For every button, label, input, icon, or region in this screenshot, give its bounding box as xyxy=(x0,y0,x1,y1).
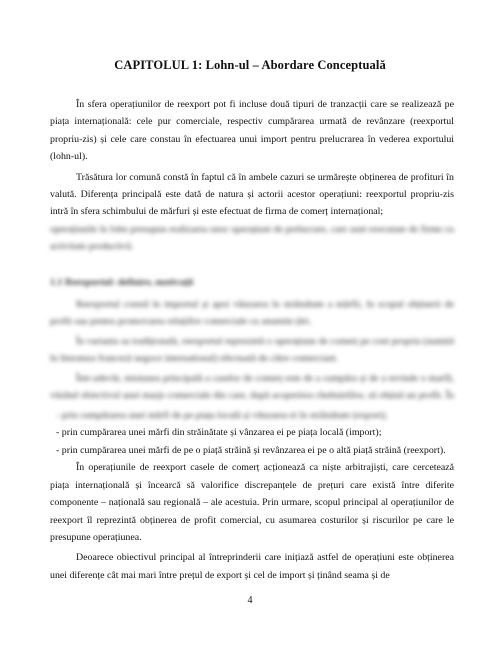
blurred-paragraph-tail: operațiunile în lohn presupun realizarea unor operațiuni de prelucrare, care sunt executate de firme cu activitate productivă. xyxy=(50,223,454,253)
paragraph-intro: În sfera operațiunilor de reexport pot fi incluse două tipuri de tranzacții care se realizează pe piața internațională: cele pur comerciale, respectiv cumpărarea urmată de revânzare (reexportul propriu-zis) și cele care constau în efectuarea unui import pentru prelucrarea în vederea exportului (lohn-ul). xyxy=(50,99,454,163)
blurred-section-heading: 1.1 Reexportul: definire, motivații xyxy=(50,276,194,288)
paragraph-objective: Deoarece obiectivul principal al întreprinderii care inițiază astfel de operațiuni este obținerea unei diferențe cât mai mari între prețul de export și cel de import și ținând seama și de xyxy=(50,552,454,581)
blurred-paragraph-trade-houses: Într-adevăr, misiunea principală a caselor de comerț este de a cumpăra și de a revinde o marfă, văzând obiectivul unei marje comerciale din care, după acoperirea cheltuielilor, să obțină un profit. În xyxy=(50,373,454,402)
blurred-paragraph-traditional-variant: În varianta sa tradițională, reexportul reprezintă o operațiune de comerț pe cont propriu (numită în literatura franceză negoce international) efectuată de către comerciant. xyxy=(50,336,454,365)
blurred-paragraph-reexport-definition: Reexportul constă în importul și apoi vânzarea în străinătate a mărfii, în scopul obținerii de profit sau pentru promovarea relațiilor comerciale cu anumite țări. xyxy=(50,299,454,328)
paragraph-arbitrage: În operațiunile de reexport casele de comerț acționează ca niște arbitrajiști, care cercetează piața internațională și încearcă să valorifice discrepanțele de prețuri care există între diferite componente – națională sau regională – ale acestuia. Prin urmare, scopul principal al operațiunilor de reexport îl reprezintă obținerea de profit comercial, cu asumarea costurilor și riscurilor pe care le presupune operațiunea. xyxy=(50,462,454,543)
bullet-import: - prin cumpărarea unei mărfi din străinătate și vânzarea ei pe piața locală (import); xyxy=(56,427,382,439)
paragraph-common-trait: Trăsătura lor comună constă în faptul că în ambele cazuri se urmărește obținerea de profituri în valută. Diferența principală este dată de natura și actorii acestor operațiuni: reexportul propriu-zis intră în sfera schimbului de mărfuri și este efectuat de firma de comerț internațional; xyxy=(50,171,454,218)
bullet-reexport: - prin cumpărarea unei mărfi de pe o piață străină și revânzarea ei pe o altă piață străină (reexport). xyxy=(56,444,446,456)
page-number: 4 xyxy=(247,595,253,606)
chapter-title: CAPITOLUL 1: Lohn-ul – Abordare Conceptuală xyxy=(114,58,386,72)
document-body xyxy=(50,96,454,587)
blurred-bullet-export: - prin cumpărarea unei mărfi de pe piața locală și vânzarea ei în străinătate (export); xyxy=(56,410,388,422)
